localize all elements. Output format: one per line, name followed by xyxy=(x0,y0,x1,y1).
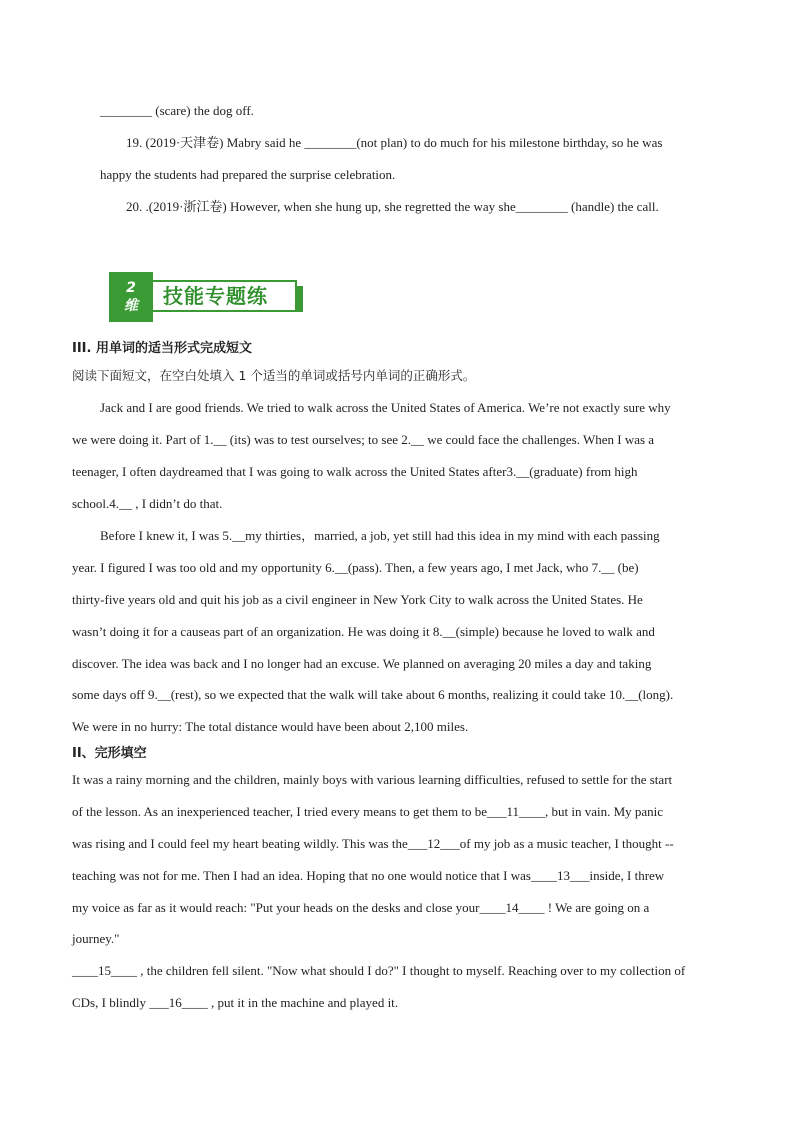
passage1-line: we were doing it. Part of 1.__ (its) was to test ourselves; to see 2.__ we could face the challenges. When I was a xyxy=(72,432,655,447)
passage2-line: It was a rainy morning and the children, mainly boys with various learning difficulties, refused to settle for the start xyxy=(72,772,673,787)
passage2-line: CDs, I blindly ___16____ , put it in the machine and played it. xyxy=(72,995,399,1010)
question-19-line1: 19. (2019·天津卷) Mabry said he ________(not plan) to do much for his milestone birthday, so he was xyxy=(126,135,663,150)
passage2-line: ____15____ , the children fell silent. "Now what should I do?" I thought to myself. Reaching over to my collection of xyxy=(72,963,686,978)
section-3-heading: III. 用单词的适当形式完成短文 xyxy=(72,341,252,356)
intro-line: ________ (scare) the dog off. xyxy=(100,103,254,118)
passage1-line: Before I knew it, I was 5.__my thirties，married, a job, yet still had this idea in my mind with each passing xyxy=(100,528,660,543)
section-badge xyxy=(109,272,305,322)
passage1-line: school.4.__ , I didn’t do that. xyxy=(72,496,223,511)
passage1-line: wasn’t doing it for a causeas part of an organization. He was doing it 8.__(simple) because he loved to walk and xyxy=(72,624,655,639)
question-20: 20. .(2019·浙江卷) However, when she hung up, she regretted the way she________ (handle) the call. xyxy=(126,199,659,214)
passage2-line: my voice as far as it would reach: "Put your heads on the desks and close your____14____ ! We are going on a xyxy=(72,900,650,915)
passage2-line: journey." xyxy=(72,931,120,946)
badge-number-bottom: 维 xyxy=(124,298,138,314)
passage1-line: teenager, I often daydreamed that I was going to walk across the United States after3.__(graduate) from high xyxy=(72,464,638,479)
passage2-line: was rising and I could feel my heart beating wildly. This was the___12___of my job as a music teacher, I thought -- xyxy=(72,836,674,851)
passage1-line: Jack and I are good friends. We tried to walk across the United States of America. We’re not exactly sure why xyxy=(100,400,671,415)
passage1-line: We were in no hurry: The total distance would have been about 2,100 miles. xyxy=(72,719,469,734)
badge-title: 技能专题练 xyxy=(163,284,268,308)
passage1-line: year. I figured I was too old and my opportunity 6.__(pass). Then, a few years ago, I met Jack, who 7.__ (be) xyxy=(72,560,639,575)
question-19-line2: happy the students had prepared the surprise celebration. xyxy=(100,167,396,182)
passage1-line: thirty-five years old and quit his job as a civil engineer in New York City to walk across the United States. He xyxy=(72,592,643,607)
passage2-line: teaching was not for me. Then I had an idea. Hoping that no one would notice that I was____13___inside, I threw xyxy=(72,868,665,883)
passage2-line: of the lesson. As an inexperienced teacher, I tried every means to get them to be___11____, but in vain. My panic xyxy=(72,804,664,819)
badge-number xyxy=(109,272,153,322)
passage1-line: some days off 9.__(rest), so we expected that the walk will take about 6 months, realizing it could take 10.__(long). xyxy=(72,687,674,702)
section-2-heading: II、完形填空 xyxy=(72,746,147,761)
badge-number-top: 2 xyxy=(126,280,136,296)
passage1-line: discover. The idea was back and I no longer had an excuse. We planned on averaging 20 miles a day and taking xyxy=(72,656,652,671)
section-3-instruction: 阅读下面短文，在空白处填入 1 个适当的单词或括号内单词的正确形式。 xyxy=(72,368,476,383)
